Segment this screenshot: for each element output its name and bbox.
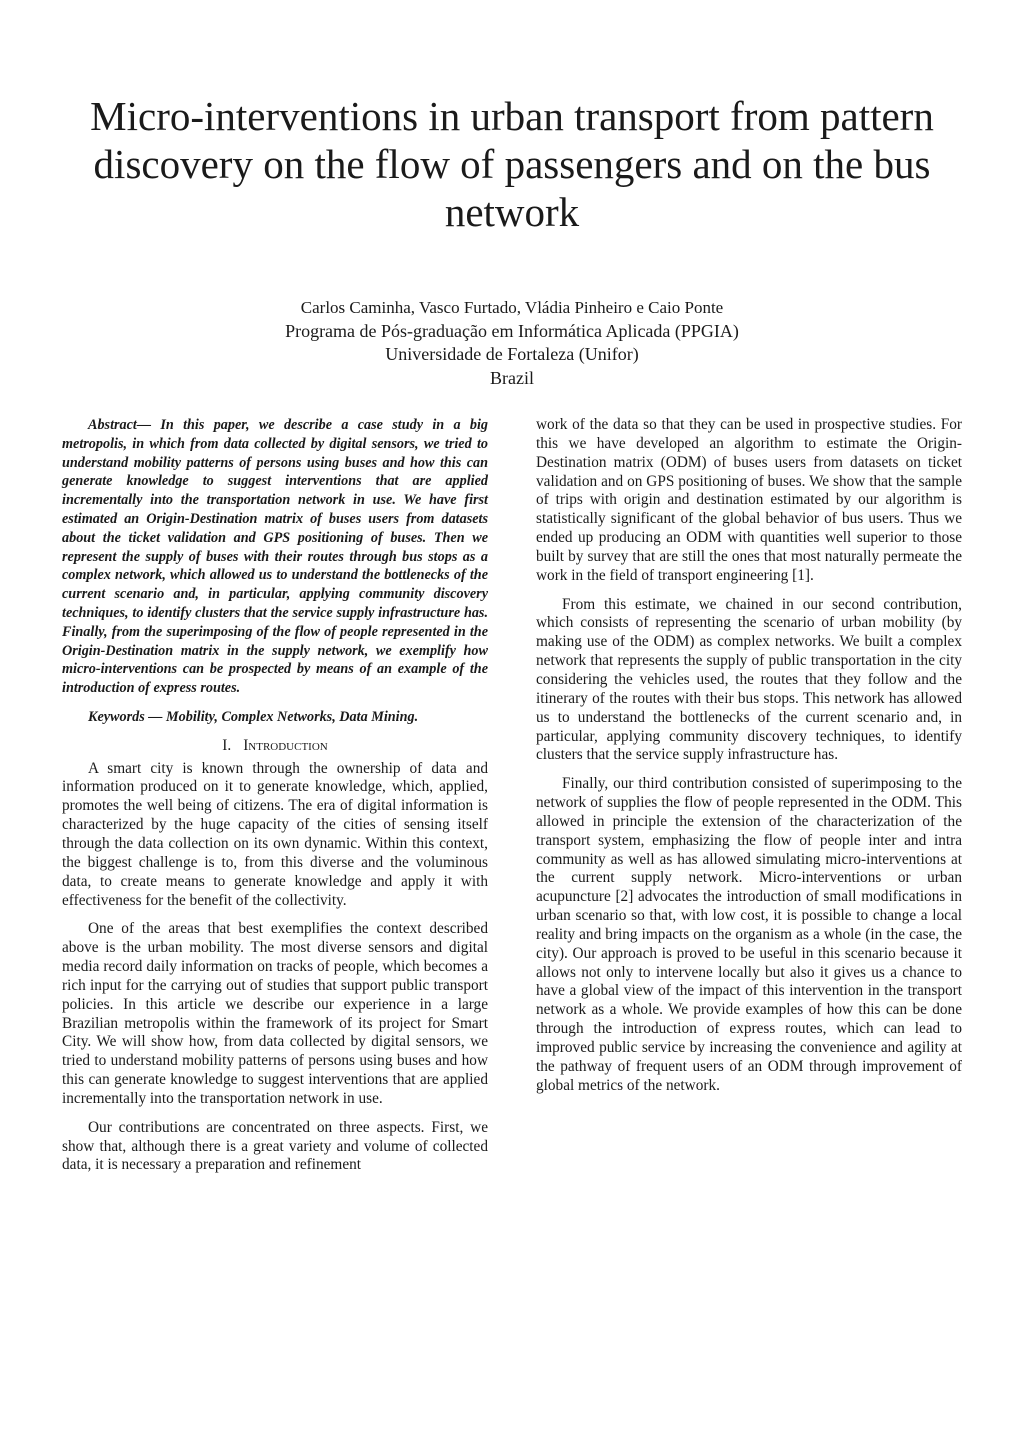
author-university: Universidade de Fortaleza (Unifor) <box>385 344 639 364</box>
author-country: Brazil <box>490 367 534 388</box>
author-names: Carlos Caminha, Vasco Furtado, Vládia Pinheiro e Caio Ponte <box>300 298 724 317</box>
paragraph: A smart city is known through the ownership of data and information produced on it to generate knowledge, which, applied, promotes the well being of citizens. The era of digital information is characterized by the huge capacity of the cities of sensing itself through the data collection on its own dynamic. Within this context, the biggest challenge is to, from this diverse and the voluminous data, to create means to generate knowledge and apply it with effectiveness for the benefit of the collectivity. <box>62 759 488 909</box>
keywords <box>62 708 488 727</box>
right-column <box>536 416 962 1106</box>
abstract-label: Abstract— <box>88 417 152 433</box>
paper-title: Micro-interventions in urban transport from pattern discovery on the flow of passengers and on the bus network <box>90 93 934 235</box>
paragraph: Finally, our third contribution consisted of superimposing to the network of supplies the flow of people represented in the ODM. This allowed in principle the extension of the characterization of the transport system, emphasizing the flow of people inter and intra community as well as has allowed simulating micro-interventions at the current supply network. Micro-interventions or urban acupuncture [2] advocates the introduction of small modifications in urban scenario so that, with low cost, it is possible to change a local reality and bring impacts on the organism as a whole (in the case, the city). Our approach is proved to be useful in this scenario because it allows not only to intervene locally but also it gives us a chance to have a global view of the impact of this intervention in the transport network as a whole. We provide examples of how this can be done through the introduction of express routes, which can lead to improved public service by increasing the convenience and agility at the pathway of frequent users of an ODM through improvement of global metrics of the network. <box>536 775 962 1094</box>
paragraph: work of the data so that they can be used in prospective studies. For this we have developed an algorithm to estimate the Origin-Destination matrix (ODM) of buses users from datasets on ticket validation and on GPS positioning of buses. We show that the sample of trips with origin and destination estimated by our algorithm is statistically significant of the global behavior of bus users. Thus we ended up producing an ODM with quantities well superior to those built by survey that are still the ones that most naturally permeate the work in the field of transport engineering [1]. <box>536 416 962 584</box>
abstract <box>62 416 488 698</box>
section-heading-introduction <box>62 737 488 756</box>
paragraph: From this estimate, we chained in our second contribution, which consists of representing the scenario of urban mobility (by making use of the ODM) as complex networks. We built a complex network that represents the supply of public transportation in the city considering the vehicles used, the routes that they follow and the itinerary of the routes with their bus stops. This network has allowed us to understand the bottlenecks of the current scenario and, in particular, applying community discovery techniques, to identify clusters that the service supply infrastructure has. <box>536 595 962 764</box>
section-number: I. <box>222 736 232 754</box>
section-title: Introduction <box>243 736 328 754</box>
paragraph: Our contributions are concentrated on three aspects. First, we show that, although there is a great variety and volume of collected data, it is necessary a preparation and refinement <box>62 1118 488 1174</box>
author-block <box>60 296 964 390</box>
keywords-label: Keywords <box>88 708 145 725</box>
keywords-text: — Mobility, Complex Networks, Data Mining. <box>144 708 419 725</box>
author-program: Programa de Pós-graduação em Informática Aplicada (PPGIA) <box>285 320 739 341</box>
left-column <box>62 416 488 1185</box>
abstract-text: In this paper, we describe a case study in a big metropolis, in which from data collected by digital sensors, we tried to understand mobility patterns of persons using buses and how this can generate knowledge to suggest interventions that are applied incrementally into the transportation network in use. We have first estimated an Origin-Destination matrix of buses users from datasets about the ticket validation and GPS positioning of buses. Then we represent the supply of buses with their routes through bus stops as a complex network, which allowed us to understand the bottlenecks of the current scenario and, in particular, applying community discovery techniques, to identify clusters that the service supply infrastructure has. Finally, from the superimposing of the flow of people represented in the Origin-Destination matrix in the supply network, we exemplify how micro-interventions can be prospected by means of an example of the introduction of express routes. <box>62 417 488 697</box>
paragraph: One of the areas that best exemplifies the context described above is the urban mobility. The most diverse sensors and digital media record daily information on tracks of people, which becomes a rich input for the carrying out of studies that support public transport policies. In this article we describe our experience in a large Brazilian metropolis within the framework of its project for Smart City. We will show how, from data collected by digital sensors, we tried to understand mobility patterns of persons using buses and how this can generate knowledge to suggest interventions that are applied incrementally into the transportation network in use. <box>62 920 488 1107</box>
